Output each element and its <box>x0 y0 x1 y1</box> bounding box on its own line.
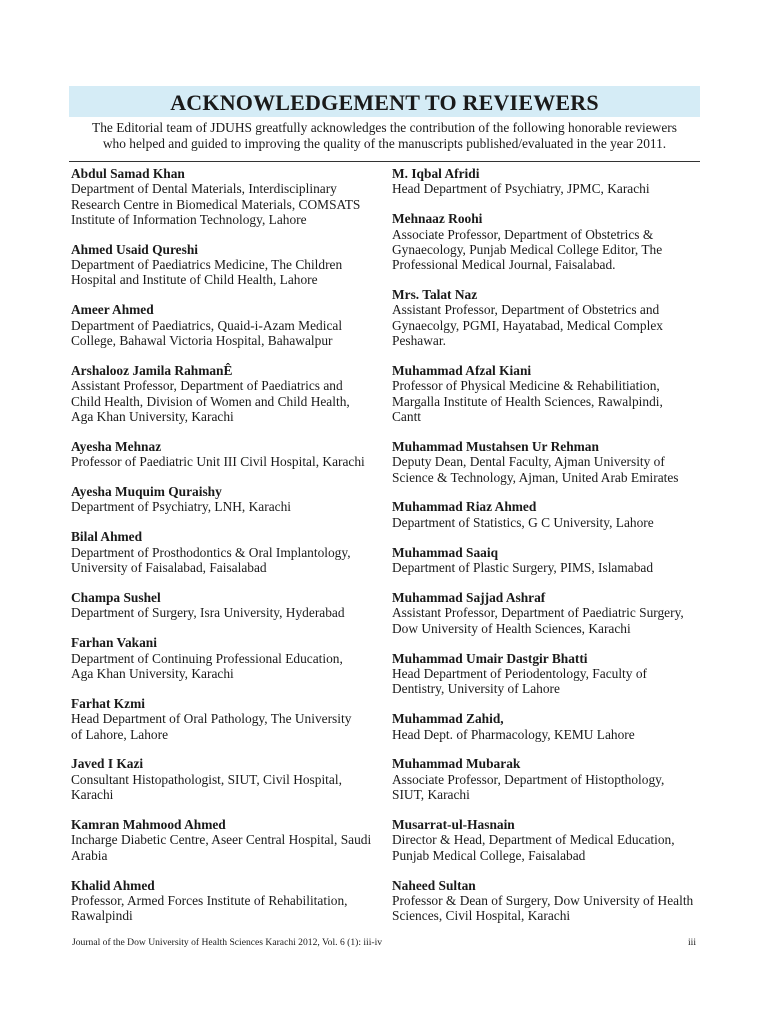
reviewer-affiliation-line: Head Department of Psychiatry, JPMC, Karachi <box>392 181 650 197</box>
reviewer-name: Arshalooz Jamila RahmanÊ <box>71 363 233 379</box>
reviewer-name: Muhammad Afzal Kiani <box>392 363 532 379</box>
reviewer-affiliation-line: of Lahore, Lahore <box>71 726 169 742</box>
reviewer-name: Musarrat-ul-Hasnain <box>392 817 515 833</box>
reviewer-name: Farhan Vakani <box>71 635 157 651</box>
reviewer-entry <box>71 242 383 288</box>
intro-line-1: The Editorial team of JDUHS greatfully acknowledges the contribution of the following honorable reviewers <box>92 120 677 135</box>
reviewer-affiliation-line: Arabia <box>71 847 108 863</box>
reviewer-entry <box>392 756 704 802</box>
reviewer-affiliation-line: Department of Dental Materials, Interdisciplinary <box>71 181 337 197</box>
reviewer-affiliation-line: SIUT, Karachi <box>392 787 470 803</box>
reviewer-affiliation-line: Department of Paediatrics Medicine, The Children <box>71 257 343 273</box>
reviewer-affiliation-line: Head Dept. of Pharmacology, KEMU Lahore <box>392 726 635 742</box>
reviewer-name: Muhammad Saaiq <box>392 544 499 560</box>
reviewer-affiliation-line: Head Department of Periodentology, Faculty of <box>392 665 647 681</box>
footer-page-number: iii <box>688 937 696 948</box>
reviewer-affiliation-line: Incharge Diabetic Centre, Aseer Central Hospital, Saudi <box>71 832 372 848</box>
reviewer-name: Ameer Ahmed <box>71 302 154 318</box>
reviewer-entry <box>392 287 704 348</box>
reviewer-affiliation-line: Institute of Information Technology, Lahore <box>71 211 307 227</box>
reviewer-affiliation-line: Research Centre in Biomedical Materials, COMSATS <box>71 196 361 212</box>
intro-line-2: who helped and guided to improving the quality of the manuscripts published/evaluated in the year 2011. <box>102 136 667 151</box>
reviewer-name: Javed I Kazi <box>71 756 144 772</box>
reviewer-affiliation-line: Department of Paediatrics, Quaid-i-Azam Medical <box>71 317 343 333</box>
reviewer-affiliation-line: Department of Statistics, G C University, Lahore <box>392 514 654 530</box>
reviewer-entry <box>392 590 704 636</box>
reviewer-affiliation-line: Dentistry, University of Lahore <box>392 681 560 697</box>
reviewers-left-column <box>71 166 383 938</box>
reviewer-name: Champa Sushel <box>71 590 161 606</box>
reviewer-entry <box>392 499 704 530</box>
reviewer-affiliation-line: Science & Technology, Ajman, United Arab Emirates <box>392 469 679 485</box>
reviewer-affiliation-line: Assistant Professor, Department of Obstetrics and <box>392 302 660 318</box>
reviewer-entry <box>392 363 704 424</box>
page-title: ACKNOWLEDGEMENT TO REVIEWERS <box>170 89 599 115</box>
reviewer-entry <box>71 484 383 515</box>
reviewer-affiliation-line: Peshawar. <box>392 333 446 349</box>
reviewer-entry <box>71 439 383 470</box>
reviewer-affiliation-line: Department of Prosthodontics & Oral Implantology, <box>71 544 351 560</box>
reviewer-entry <box>392 711 704 742</box>
reviewers-right-column <box>392 166 704 938</box>
reviewer-affiliation-line: Professor & Dean of Surgery, Dow University of Health <box>392 892 694 908</box>
reviewer-name: Abdul Samad Khan <box>71 166 185 181</box>
reviewer-entry <box>392 166 704 197</box>
reviewer-entry <box>392 439 704 485</box>
header-divider <box>69 161 700 162</box>
reviewer-affiliation-line: Deputy Dean, Dental Faculty, Ajman University of <box>392 454 665 470</box>
reviewer-affiliation-line: Associate Professor, Department of Obstetrics & <box>392 226 654 242</box>
reviewer-affiliation-line: Professional Medical Journal, Faisalabad. <box>392 257 616 273</box>
reviewer-affiliation-line: Gynaecolgy, PGMI, Hayatabad, Medical Complex <box>392 317 663 333</box>
reviewer-affiliation-line: Margalla Institute of Health Sciences, Rawalpindi, <box>392 393 663 409</box>
reviewer-affiliation-line: College, Bahawal Victoria Hospital, Bahawalpur <box>71 333 333 349</box>
reviewer-name: Bilal Ahmed <box>71 529 143 545</box>
reviewer-affiliation-line: University of Faisalabad, Faisalabad <box>71 560 267 576</box>
reviewer-entry <box>392 817 704 863</box>
reviewer-name: Mrs. Talat Naz <box>392 287 478 303</box>
reviewer-affiliation-line: Gynaecology, Punjab Medical College Editor, The <box>392 241 663 257</box>
reviewer-name: Muhammad Mustahsen Ur Rehman <box>392 438 599 454</box>
reviewer-entry <box>392 878 704 924</box>
reviewer-affiliation-line: Department of Continuing Professional Education, <box>71 650 343 666</box>
reviewer-affiliation-line: Director & Head, Department of Medical Education, <box>392 832 675 848</box>
title-band <box>69 86 700 117</box>
reviewer-affiliation-line: Punjab Medical College, Faisalabad <box>392 847 586 863</box>
reviewer-entry <box>71 696 383 742</box>
reviewer-affiliation-line: Assistant Professor, Department of Paediatric Surgery, <box>392 605 684 621</box>
reviewer-name: Naheed Sultan <box>392 877 476 893</box>
intro-paragraph <box>69 120 700 152</box>
reviewer-name: Muhammad Mubarak <box>392 756 521 772</box>
reviewer-affiliation-line: Aga Khan University, Karachi <box>71 665 234 681</box>
reviewer-entry <box>392 651 704 697</box>
reviewer-entry <box>71 529 383 575</box>
reviewer-affiliation-line: Department of Surgery, Isra University, Hyderabad <box>71 605 345 621</box>
reviewer-name: Muhammad Umair Dastgir Bhatti <box>392 650 588 666</box>
reviewer-affiliation-line: Hospital and Institute of Child Health, Lahore <box>71 272 318 288</box>
reviewer-affiliation-line: Child Health, Division of Women and Child Health, <box>71 393 350 409</box>
reviewer-affiliation-line: Rawalpindi <box>71 908 133 924</box>
reviewer-entry <box>71 302 383 348</box>
reviewer-affiliation-line: Professor of Physical Medicine & Rehabilitiation, <box>392 378 660 394</box>
reviewer-name: Muhammad Riaz Ahmed <box>392 499 537 515</box>
reviewer-entry <box>71 817 383 863</box>
reviewer-entry <box>71 756 383 802</box>
reviewer-affiliation-line: Dow University of Health Sciences, Karachi <box>392 620 631 636</box>
reviewer-affiliation-line: Sciences, Civil Hospital, Karachi <box>392 908 571 924</box>
reviewer-affiliation-line: Department of Psychiatry, LNH, Karachi <box>71 499 292 515</box>
reviewer-affiliation-line: Karachi <box>71 787 114 803</box>
reviewer-name: Khalid Ahmed <box>71 877 155 893</box>
reviewer-name: Mehnaaz Roohi <box>392 211 483 227</box>
reviewer-entry <box>392 545 704 576</box>
reviewer-affiliation-line: Associate Professor, Department of Histopthology, <box>392 771 665 787</box>
reviewer-affiliation-line: Professor of Paediatric Unit III Civil Hospital, Karachi <box>71 454 365 470</box>
reviewer-entry <box>71 590 383 621</box>
reviewer-affiliation-line: Consultant Histopathologist, SIUT, Civil Hospital, <box>71 771 342 787</box>
reviewer-name: Muhammad Sajjad Ashraf <box>392 590 546 606</box>
reviewer-name: Farhat Kzmi <box>71 695 146 711</box>
reviewer-entry <box>392 211 704 272</box>
reviewer-affiliation-line: Head Department of Oral Pathology, The University <box>71 711 352 727</box>
reviewer-name: Ayesha Muquim Quraishy <box>71 484 222 500</box>
reviewer-affiliation-line: Cantt <box>392 408 422 424</box>
reviewer-affiliation-line: Professor, Armed Forces Institute of Rehabilitation, <box>71 892 348 908</box>
reviewer-name: Kamran Mahmood Ahmed <box>71 817 226 833</box>
reviewer-entry <box>71 166 383 227</box>
reviewer-affiliation-line: Assistant Professor, Department of Paediatrics and <box>71 378 343 394</box>
reviewer-affiliation-line: Aga Khan University, Karachi <box>71 408 234 424</box>
reviewer-name: Muhammad Zahid, <box>392 711 504 727</box>
reviewer-name: Ahmed Usaid Qureshi <box>71 241 198 257</box>
reviewer-affiliation-line: Department of Plastic Surgery, PIMS, Islamabad <box>392 560 654 576</box>
reviewer-entry <box>71 878 383 924</box>
reviewer-entry <box>71 635 383 681</box>
reviewer-name: M. Iqbal Afridi <box>392 166 480 181</box>
reviewer-entry <box>71 363 383 424</box>
reviewer-name: Ayesha Mehnaz <box>71 438 162 454</box>
footer-citation: Journal of the Dow University of Health Sciences Karachi 2012, Vol. 6 (1): iii-iv <box>72 937 383 948</box>
